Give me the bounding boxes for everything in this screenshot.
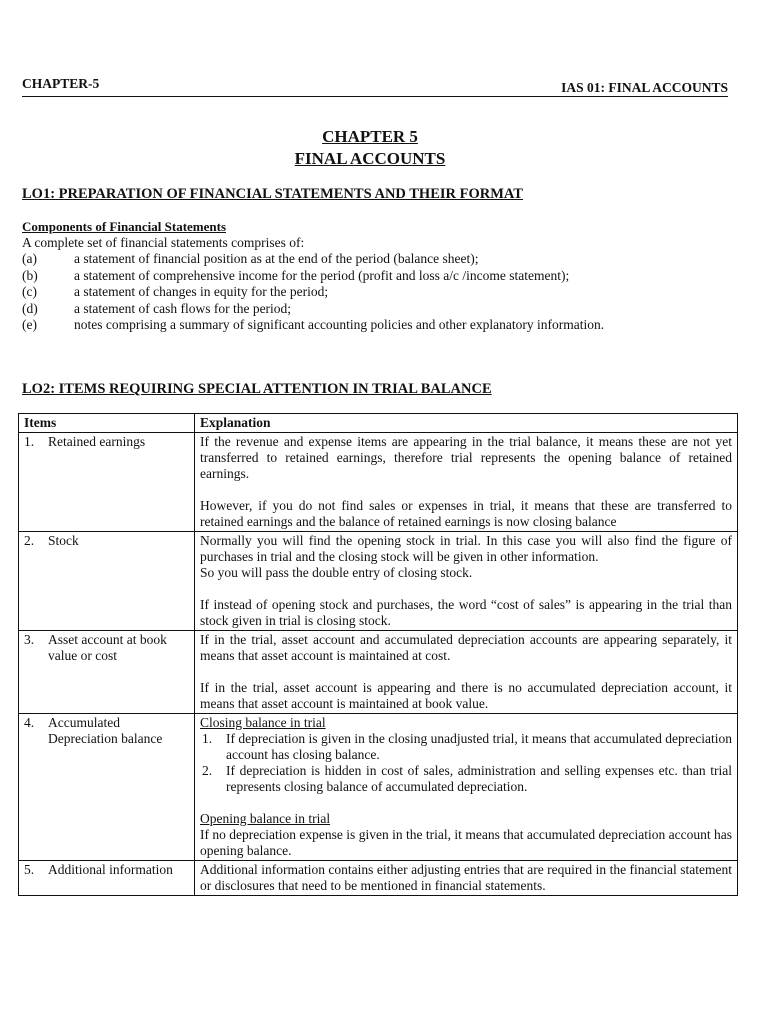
explanation-text: If the revenue and expense items are appearing in the trial balance, it means these are not yet transferred to retained earnings, therefore trial represents the opening balance of retained earnings. <box>200 434 732 481</box>
numbered-text: If depreciation is hidden in cost of sales, administration and selling expenses etc. than trial represents closing balance of accumulated depreciation. <box>226 763 732 794</box>
explanation-text: If no depreciation expense is given in the trial, it means that accumulated depreciation account has opening balance. <box>200 827 732 858</box>
table-row <box>19 631 738 714</box>
components-intro: A complete set of financial statements comprises of: <box>22 235 305 250</box>
lo2-heading: LO2: ITEMS REQUIRING SPECIAL ATTENTION IN TRIAL BALANCE <box>22 381 492 397</box>
explanation-text: However, if you do not find sales or expenses in trial, it means that these are transferred to retained earnings and the balance of retained earnings is now closing balance <box>200 498 732 529</box>
header-topic: IAS 01: FINAL ACCOUNTS <box>561 80 728 95</box>
list-item <box>22 268 728 285</box>
item-cell <box>19 714 195 861</box>
table-row <box>19 714 738 861</box>
explanation-text: If instead of opening stock and purchases, the word “cost of sales” is appearing in the trial than stock given in trial is closing stock. <box>200 597 732 628</box>
table-row <box>19 433 738 532</box>
explanation-cell <box>195 714 738 861</box>
numbered-item <box>200 763 732 795</box>
table-row <box>19 532 738 631</box>
header-chapter: CHAPTER-5 <box>22 76 100 91</box>
components-subheading: Components of Financial Statements <box>22 219 227 234</box>
list-marker: (c) <box>22 284 37 299</box>
closing-balance-heading: Closing balance in trial <box>200 715 326 730</box>
running-header <box>22 74 728 97</box>
explanation-text: If in the trial, asset account and accumulated depreciation accounts are appearing separately, it means that asset account is maintained at cost. <box>200 632 732 663</box>
list-marker: (b) <box>22 267 38 283</box>
item-number: 2. <box>24 533 35 548</box>
item-number: 1. <box>24 434 35 449</box>
explanation-cell <box>195 532 738 631</box>
explanation-text: If in the trial, asset account is appearing and there is no accumulated depreciation account, it means that asset account is maintained at book value. <box>200 680 732 711</box>
numbered-item <box>200 731 732 763</box>
item-cell <box>19 532 195 631</box>
item-label: Stock <box>48 533 79 548</box>
components-section <box>22 219 728 334</box>
col-items-header: Items <box>19 414 195 433</box>
item-label: Asset account at book value or cost <box>48 632 167 663</box>
list-item <box>22 251 728 268</box>
item-label: Additional information <box>48 862 173 877</box>
list-marker: (a) <box>22 251 37 266</box>
explanation-cell <box>195 861 738 896</box>
item-cell <box>19 861 195 896</box>
item-number: 3. <box>24 632 35 647</box>
items-table <box>18 413 738 896</box>
list-text: a statement of financial position as at the end of the period (balance sheet); <box>74 251 479 266</box>
table-header-row <box>19 414 738 433</box>
explanation-text: Additional information contains either adjusting entries that are required in the financial statement or disclosures that need to be mentioned in financial statements. <box>200 862 732 893</box>
list-text: notes comprising a summary of significant accounting policies and other explanatory information. <box>74 317 605 332</box>
components-list <box>22 251 728 334</box>
list-text: a statement of cash flows for the period; <box>74 300 292 316</box>
explanation-text: Normally you will find the opening stock in trial. In this case you will also find the figure of purchases in trial and the closing stock will be given in other information. <box>200 533 732 564</box>
explanation-text: So you will pass the double entry of closing stock. <box>200 565 473 580</box>
list-item <box>22 317 728 334</box>
list-marker: (e) <box>22 317 37 332</box>
item-number: 5. <box>24 862 35 877</box>
list-marker: (d) <box>22 300 38 316</box>
chapter-subtitle: FINAL ACCOUNTS <box>294 149 446 168</box>
numbered-text: If depreciation is given in the closing unadjusted trial, it means that accumulated depreciation account has closing balance. <box>226 731 732 762</box>
item-number: 4. <box>24 715 35 730</box>
list-text: a statement of changes in equity for the period; <box>74 284 329 299</box>
chapter-title: CHAPTER 5 <box>322 127 418 146</box>
list-item <box>22 284 728 301</box>
table-row <box>19 861 738 896</box>
numbered-marker: 1. <box>202 731 213 746</box>
explanation-cell <box>195 433 738 532</box>
lo1-heading: LO1: PREPARATION OF FINANCIAL STATEMENTS AND THEIR FORMAT <box>22 186 523 202</box>
col-explanation-header: Explanation <box>195 414 738 433</box>
opening-balance-heading: Opening balance in trial <box>200 811 331 826</box>
numbered-marker: 2. <box>202 763 213 778</box>
item-label: Accumulated Depreciation balance <box>48 715 163 746</box>
list-item <box>22 301 728 318</box>
item-cell <box>19 433 195 532</box>
item-label: Retained earnings <box>48 434 146 449</box>
list-text: a statement of comprehensive income for the period (profit and loss a/c /income statement); <box>74 267 570 283</box>
explanation-cell <box>195 631 738 714</box>
item-cell <box>19 631 195 714</box>
